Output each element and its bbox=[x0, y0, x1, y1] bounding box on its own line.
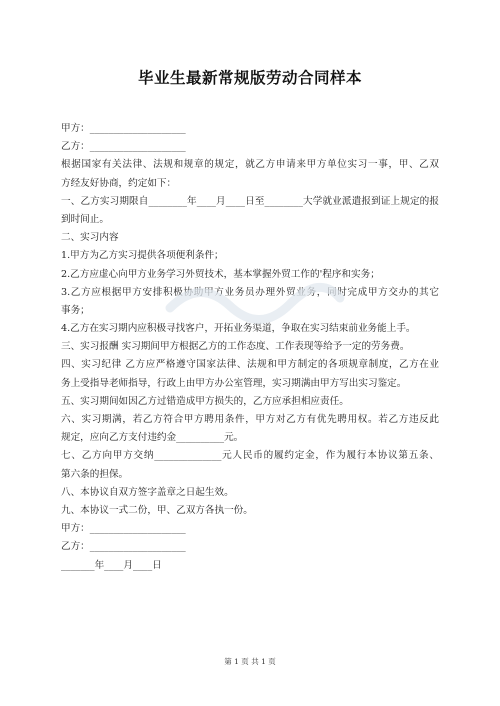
document-body bbox=[61, 120, 439, 575]
clause-2-heading: 二、实习内容 bbox=[61, 232, 119, 244]
signature-date: _______年____月____日 bbox=[61, 559, 162, 571]
clause-6-line-2: 规定，应向乙方支付违约金__________元。 bbox=[61, 432, 244, 444]
clause-3: 三、实习报酬 实习期间甲方根据乙方的工作态度、工作表现等给予一定的劳务费。 bbox=[61, 341, 410, 353]
clause-2-item-3-line-2: 事务； bbox=[61, 304, 90, 316]
signature-party-b: 乙方：____________________ bbox=[61, 541, 186, 553]
preamble-line-2: 方经友好协商，约定如下： bbox=[61, 177, 177, 189]
party-b-line: 乙方：____________________ bbox=[61, 141, 186, 153]
clause-7-line-2: 第六条的担保。 bbox=[61, 468, 129, 480]
clause-7-line-1: 七、乙方向甲方交纳______________元人民币的履约定金，作为履行本协议第五条、 bbox=[61, 450, 439, 462]
clause-6-line-1: 六、实习期满，若乙方符合甲方聘用条件，甲方对乙方有优先聘用权。若乙方违反此 bbox=[61, 414, 439, 425]
page-footer: 第 1 页 共 1 页 bbox=[224, 657, 276, 666]
clause-5: 五、实习期间如因乙方过错造成甲方损失的，乙方应承担相应责任。 bbox=[61, 395, 349, 407]
clause-9: 九、本协议一式二份，甲、乙双方各执一份。 bbox=[61, 504, 253, 516]
clause-2-item-2: 2.乙方应虚心向甲方业务学习外贸技术，基本掌握外贸工作的'程序和实务； bbox=[61, 268, 380, 280]
party-a-line: 甲方：____________________ bbox=[61, 123, 186, 134]
clause-2-item-3-line-1: 3.乙方应根据甲方安排积极协助甲方业务员办理外贸业务，同时完成甲方交办的其它 bbox=[61, 286, 439, 298]
signature-party-a: 甲方：____________________ bbox=[61, 523, 186, 535]
preamble-line-1: 根据国家有关法律、法规和规章的规定，就乙方申请来甲方单位实习一事，甲、乙双 bbox=[61, 159, 439, 171]
clause-1-line-1: 一、乙方实习期限自________年____月____日至________大学就业派遣报到证上规定的报 bbox=[61, 195, 439, 207]
clause-2-item-4: 4.乙方在实习期内应积极寻找客户，开拓业务渠道，争取在实习结束前业务能上手。 bbox=[61, 323, 416, 335]
clause-2-item-1: 1.甲方为乙方实习提供各项便利条件； bbox=[61, 250, 224, 262]
document-title: 毕业生最新常规版劳动合同样本 bbox=[137, 69, 362, 87]
clause-1-line-2: 到时间止。 bbox=[61, 213, 109, 225]
clause-4-line-2: 务上受指导老师指导，行政上由甲方办公室管理，实习期满由甲方写出实习鉴定。 bbox=[61, 377, 407, 389]
clause-4-line-1: 四、实习纪律 乙方应严格遵守国家法律、法规和甲方制定的各项规章制度，乙方在业 bbox=[61, 359, 439, 371]
clause-8: 八、本协议自双方签字盖章之日起生效。 bbox=[61, 486, 234, 498]
